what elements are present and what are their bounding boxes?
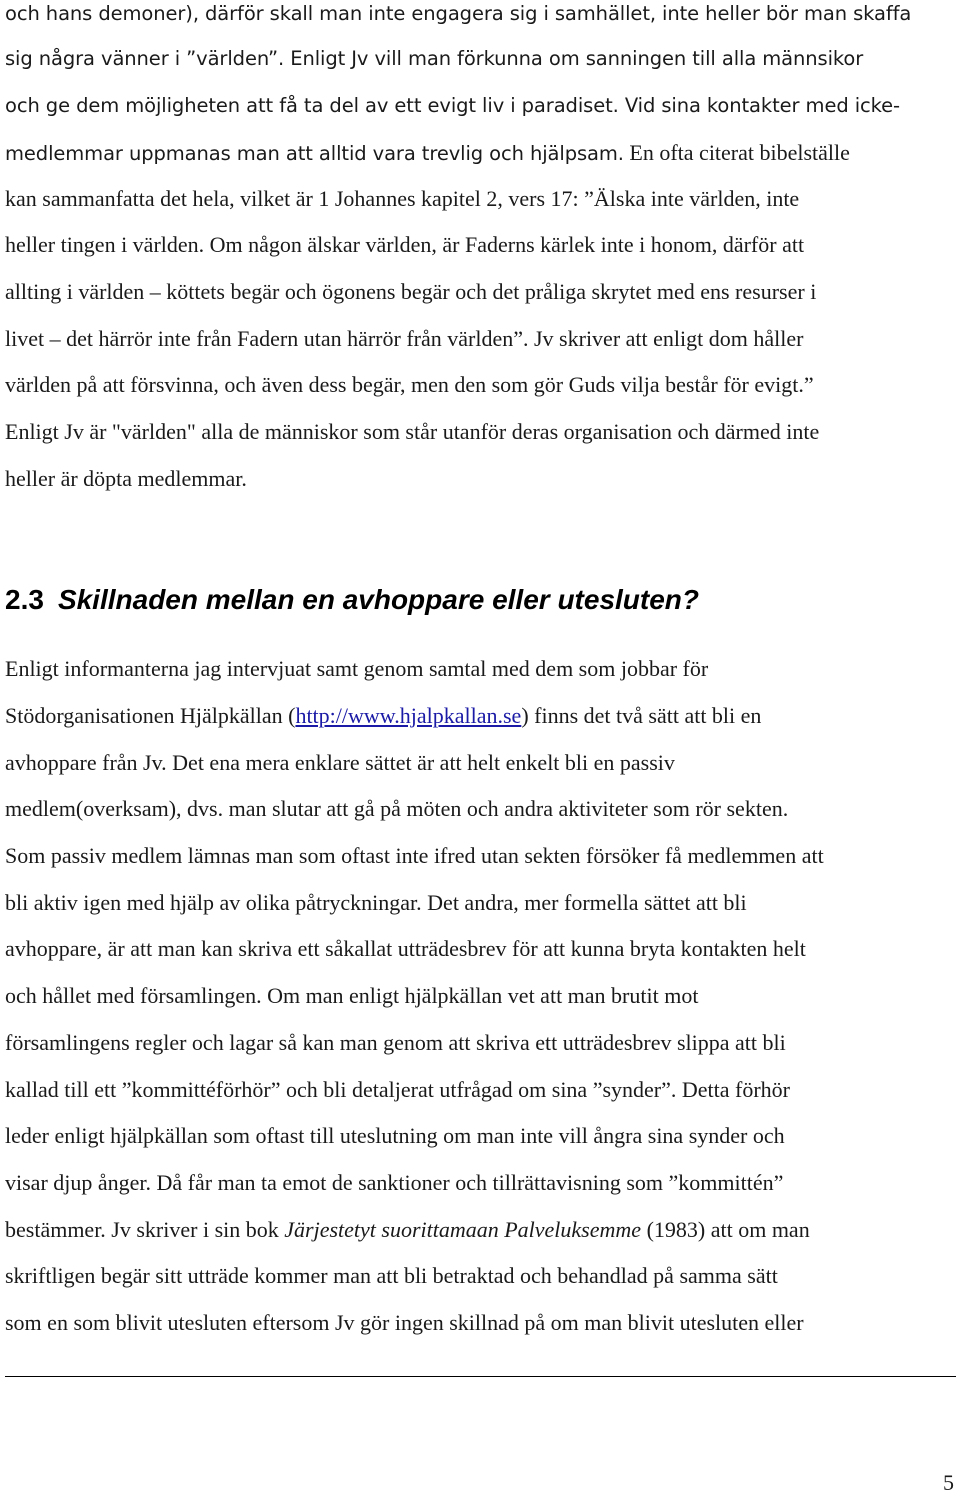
footnote-divider [5,1376,956,1377]
paragraph-line: livet – det härrör inte från Fadern utan härrör från världen”. Jv skriver att enligt dom håller [5,326,804,351]
paragraph-line: bli aktiv igen med hjälp av olika påtryckningar. Det andra, mer formella sättet att bli [5,890,747,915]
paragraph-line: och hans demoner), därför skall man inte engagera sig i samhället, inte heller bör man skaffa [5,2,912,25]
paragraph-line: sig några vänner i ”världen”. Enligt Jv vill man förkunna om sanningen till alla männsikor [5,47,864,70]
paragraph-line: leder enligt hjälpkällan som oftast till uteslutning om man inte vill ångra sina synder och [5,1123,785,1148]
text-span: Stödorganisationen Hjälpkällan ( [5,703,296,728]
paragraph-line: och hållet med församlingen. Om man enligt hjälpkällan vet att man brutit mot [5,983,699,1008]
paragraph-line: heller är döpta medlemmar. [5,466,247,491]
page-number: 5 [943,1470,954,1495]
paragraph-line: kallad till ett ”kommittéförhör” och bli detaljerat utfrågad om sina ”synder”. Detta förhör [5,1077,790,1102]
paragraph-line: avhoppare från Jv. Det ena mera enklare sättet är att helt enkelt bli en passiv [5,750,675,775]
paragraph-line: Enligt informanterna jag intervjuat samt genom samtal med dem som jobbar för [5,656,709,681]
text-span: En ofta citerat bibelställe [623,140,850,165]
paragraph-line [5,1216,810,1246]
paragraph-line [5,139,850,169]
paragraph-line: heller tingen i världen. Om någon älskar världen, är Faderns kärlek inte i honom, därför att [5,232,805,257]
text-span: (1983) att om man [641,1217,810,1242]
paragraph-line: kan sammanfatta det hela, vilket är 1 Johannes kapitel 2, vers 17: ”Älska inte världen, inte [5,186,800,211]
paragraph-line: medlem(overksam), dvs. man slutar att gå på möten och andra aktiviteter som rör sekten. [5,796,789,821]
text-span: bestämmer. Jv skriver i sin bok [5,1217,285,1242]
paragraph-line: församlingens regler och lagar så kan man genom att skriva ett utträdesbrev slippa att bli [5,1030,786,1055]
text-span: medlemmar uppmanas man att alltid vara trevlig och hjälpsam. [5,142,624,165]
paragraph-line: allting i världen – köttets begär och ögonens begär och det pråliga skrytet med ens resurser i [5,279,817,304]
paragraph-line [5,702,761,732]
paragraph-line: och ge dem möjligheten att få ta del av ett evigt liv i paradiset. Vid sina kontakter med icke- [5,94,900,117]
paragraph-line: Som passiv medlem lämnas man som oftast inte ifred utan sekten försöker få medlemmen att [5,843,824,868]
paragraph-line: som en som blivit utesluten eftersom Jv gör ingen skillnad på om man blivit utesluten eller [5,1310,804,1335]
book-title: Järjestetyt suorittamaan Palveluksemme [284,1217,642,1242]
paragraph-line: avhoppare, är att man kan skriva ett såkallat utträdesbrev för att kunna bryta kontakten helt [5,936,806,961]
text-span: ) finns det två sätt att bli en [521,703,762,728]
section-title: Skillnaden mellan en avhoppare eller utesluten? [57,584,700,615]
paragraph-line: världen på att försvinna, och även dess begär, men den som gör Guds vilja består för evigt.” [5,372,814,397]
section-heading [5,584,699,616]
hjalpkallan-link[interactable]: http://www.hjalpkallan.se [295,703,522,728]
paragraph-line: skriftligen begär sitt utträde kommer man att bli betraktad och behandlad på samma sätt [5,1263,778,1288]
paragraph-line: visar djup ånger. Då får man ta emot de sanktioner och tillrättavisning som ”kommittén” [5,1170,784,1195]
section-number: 2.3 [5,584,44,615]
paragraph-line: Enligt Jv är "världen" alla de människor som står utanför deras organisation och därmed inte [5,419,820,444]
